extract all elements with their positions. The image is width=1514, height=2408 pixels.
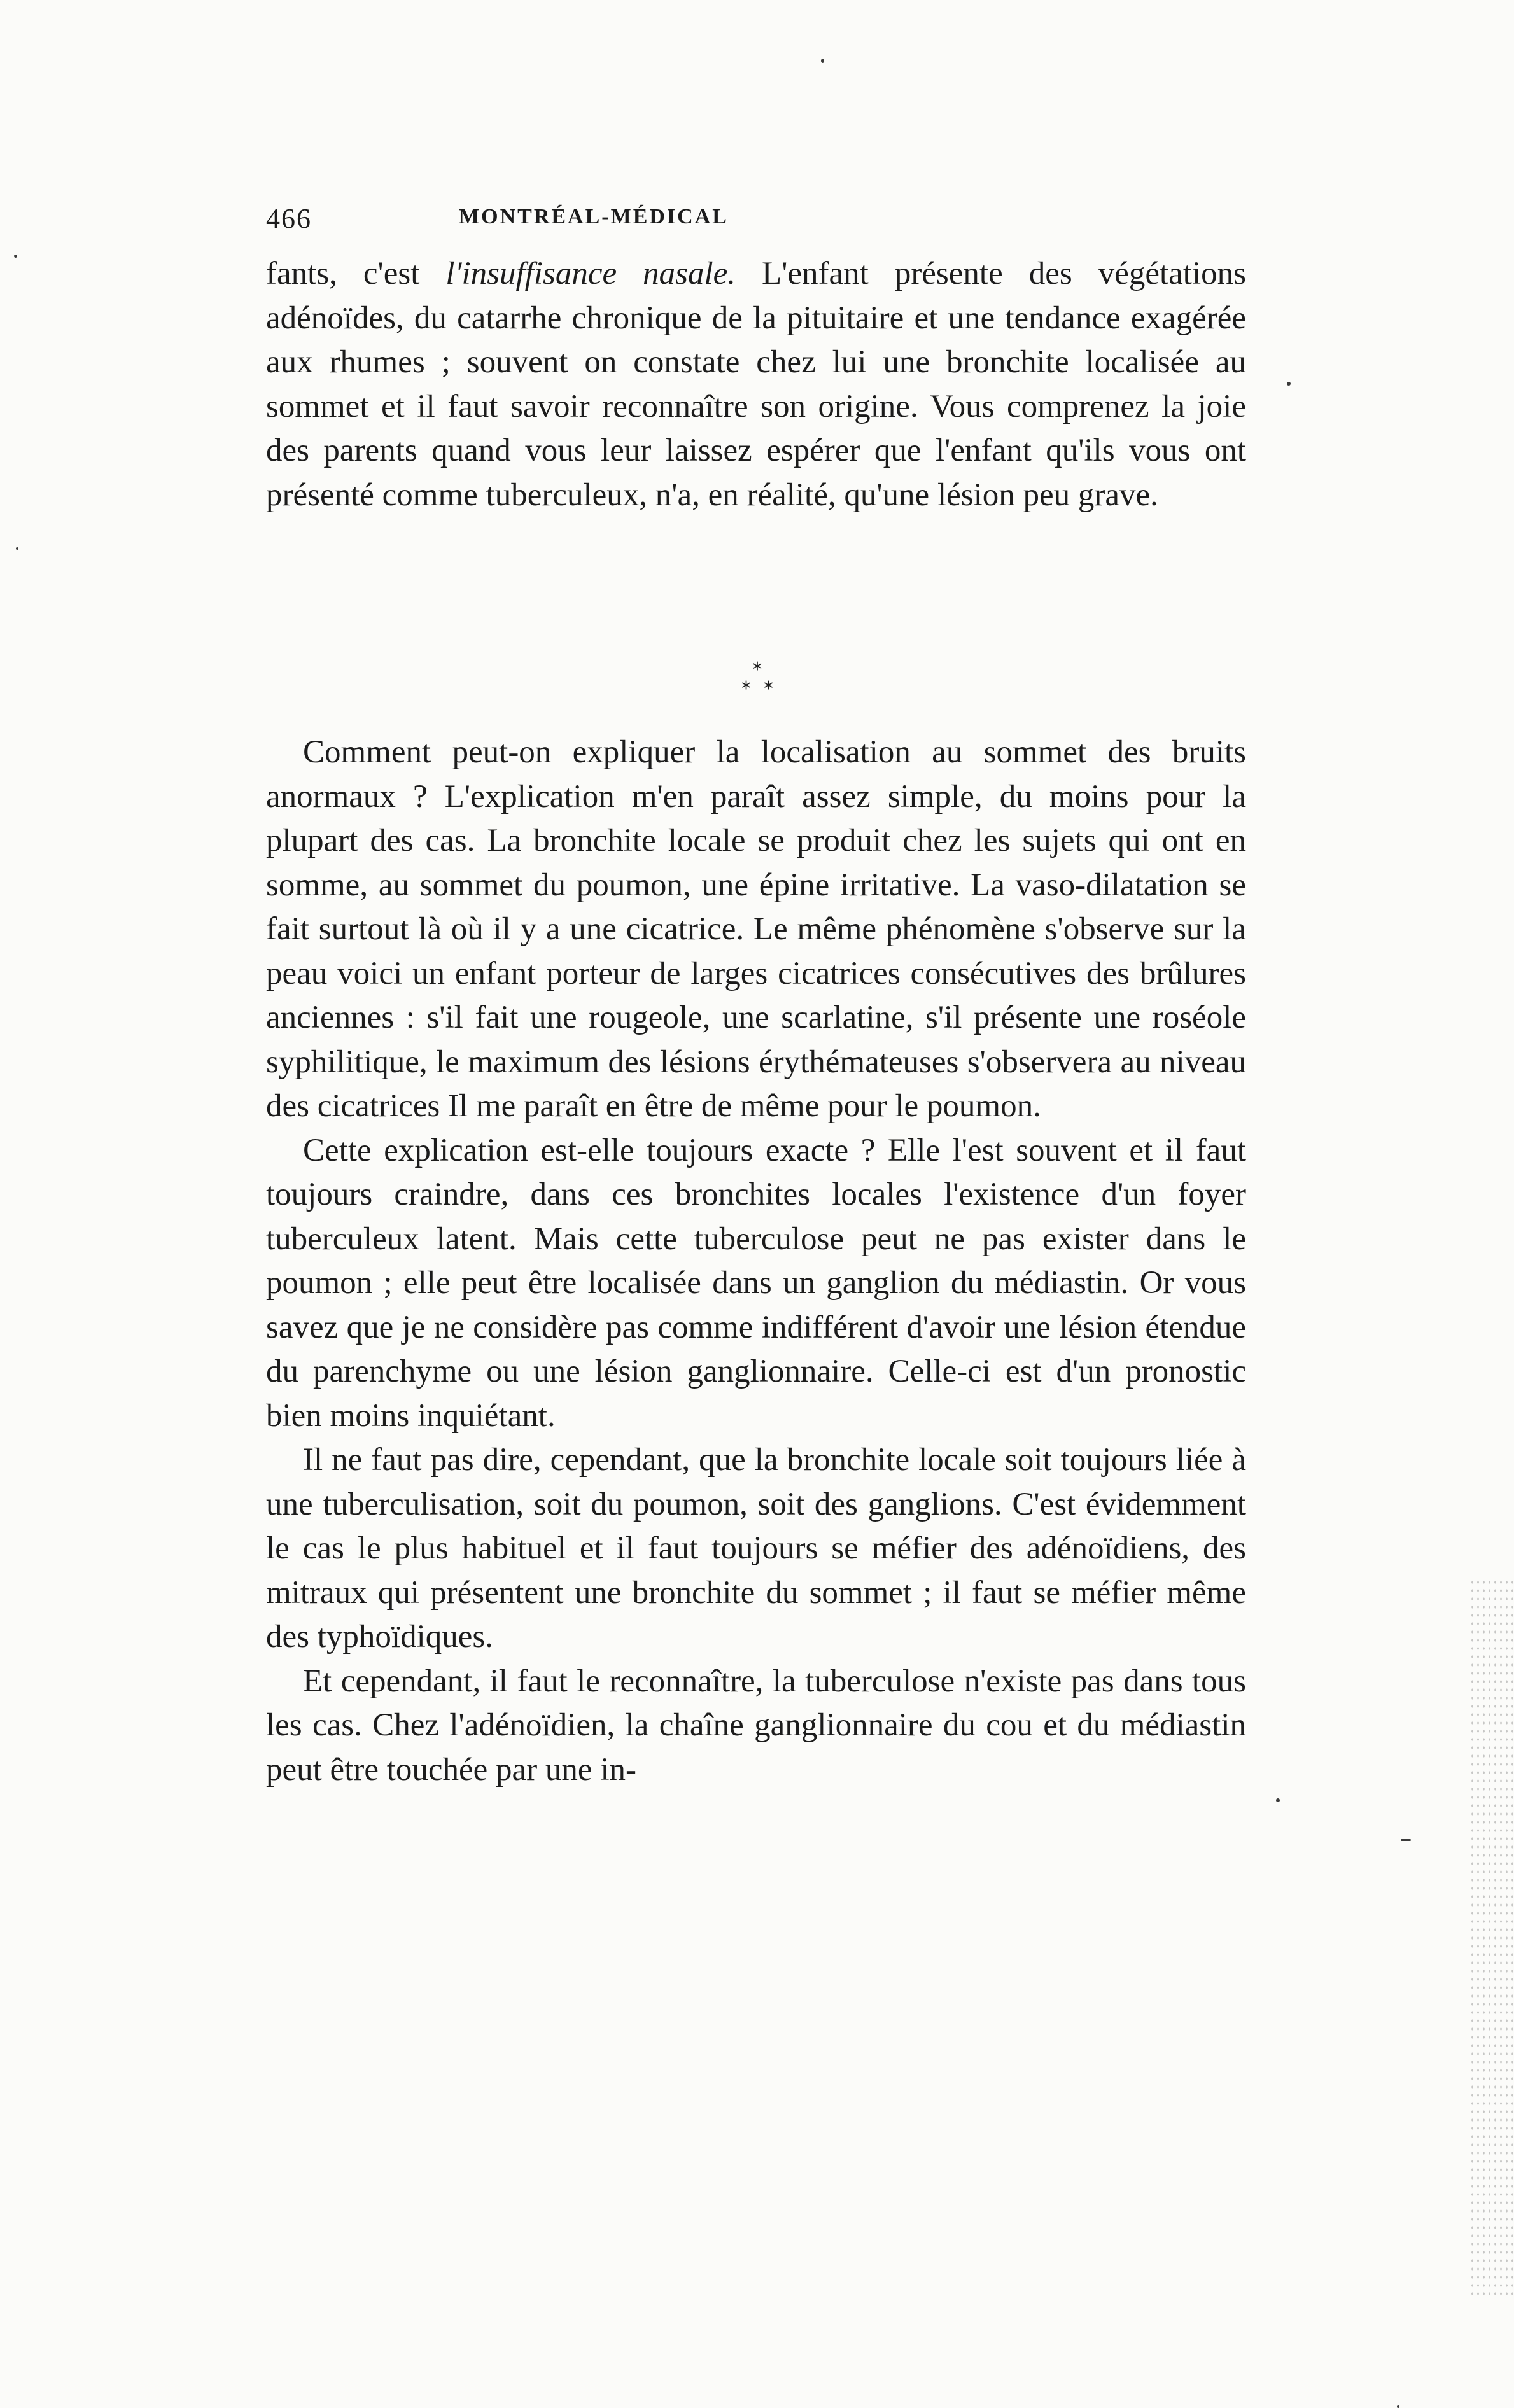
paragraph-4: Il ne faut pas dire, cependant, que la bronchite locale soit toujours liée à une tuberculisation, soit du poumon, soit des ganglions. C'est évidemment le cas le plus habituel et il faut toujours se méfier des adénoïdiens, des mitraux qui présentent une bronchite du sommet ; il faut se méfier même des typhoïdiques. <box>266 1442 1246 1655</box>
text-block-main <box>266 731 1246 1792</box>
text-block-top <box>266 252 1246 517</box>
paragraph-1-start: fants, c'est <box>266 256 446 291</box>
paragraph-3: Cette explication est-elle toujours exacte ? Elle l'est souvent et il faut toujours craindre, dans ces bronchites locales l'existence d'un foyer tuberculeux latent. Mais cette tuberculose peut ne pas exister dans le poumon ; elle peut être localisée dans un ganglion du médiastin. Or vous savez que je ne considère pas comme indifférent d'avoir une lésion étendue du parenchyme ou une lésion ganglionnaire. Celle-ci est d'un pronostic bien moins inquiétant. <box>266 1132 1246 1434</box>
paragraph-2: Comment peut-on expliquer la localisation au sommet des bruits anormaux ? L'explication m'en paraît assez simple, du moins pour la plupart des cas. La bronchite locale se produit chez les sujets qui ont en somme, au sommet du poumon, une épine irritative. La vaso-dilatation se fait surtout là où il y a une cicatrice. Le même phénomène s'observe sur la peau voici un enfant porteur de larges cicatrices consécutives des brûlures anciennes : s'il fait une rougeole, une scarlatine, s'il présente une roséole syphilitique, le maximum des lésions érythémateuses s'observera au niveau des cicatrices Il me paraît en être de même pour le poumon. <box>266 734 1246 1124</box>
scan-speck <box>1397 2405 1399 2408</box>
paragraph-1 <box>266 252 1246 517</box>
paragraph-1-rest: L'enfant présente des végétations adénoïdes, du catarrhe chronique de la pituitaire et une tendance exagérée aux rhumes ; souvent on constate chez lui une bronchite localisée au sommet et il faut savoir reconnaître son origine. Vous comprenez la joie des parents quand vous leur laissez espérer que l'enfant qu'ils vous ont présenté comme tuberculeux, n'a, en réalité, qu'une lésion peu grave. <box>266 256 1246 513</box>
scan-speck <box>14 255 17 258</box>
asterism-top: * <box>752 659 762 681</box>
scan-speck <box>16 547 18 550</box>
asterism-bottom: ** <box>741 678 786 700</box>
scan-edge-noise <box>1469 1578 1514 2298</box>
scan-speck <box>821 59 824 63</box>
page-header <box>266 202 922 241</box>
scan-speck <box>1276 1798 1280 1802</box>
paragraph-5: Et cependant, il faut le reconnaître, la tuberculose n'existe pas dans tous les cas. Chez l'adénoïdien, la chaîne ganglionnaire du cou et du médiastin peut être touchée par une in- <box>266 1663 1246 1788</box>
running-head: MONTRÉAL-MÉDICAL <box>459 205 729 228</box>
scan-speck <box>1287 382 1291 386</box>
page-number: 466 <box>266 203 312 234</box>
paragraph-1-italic: l'insuffisance nasale. <box>445 256 736 291</box>
section-asterism <box>729 661 786 699</box>
scan-speck <box>1401 1839 1411 1841</box>
